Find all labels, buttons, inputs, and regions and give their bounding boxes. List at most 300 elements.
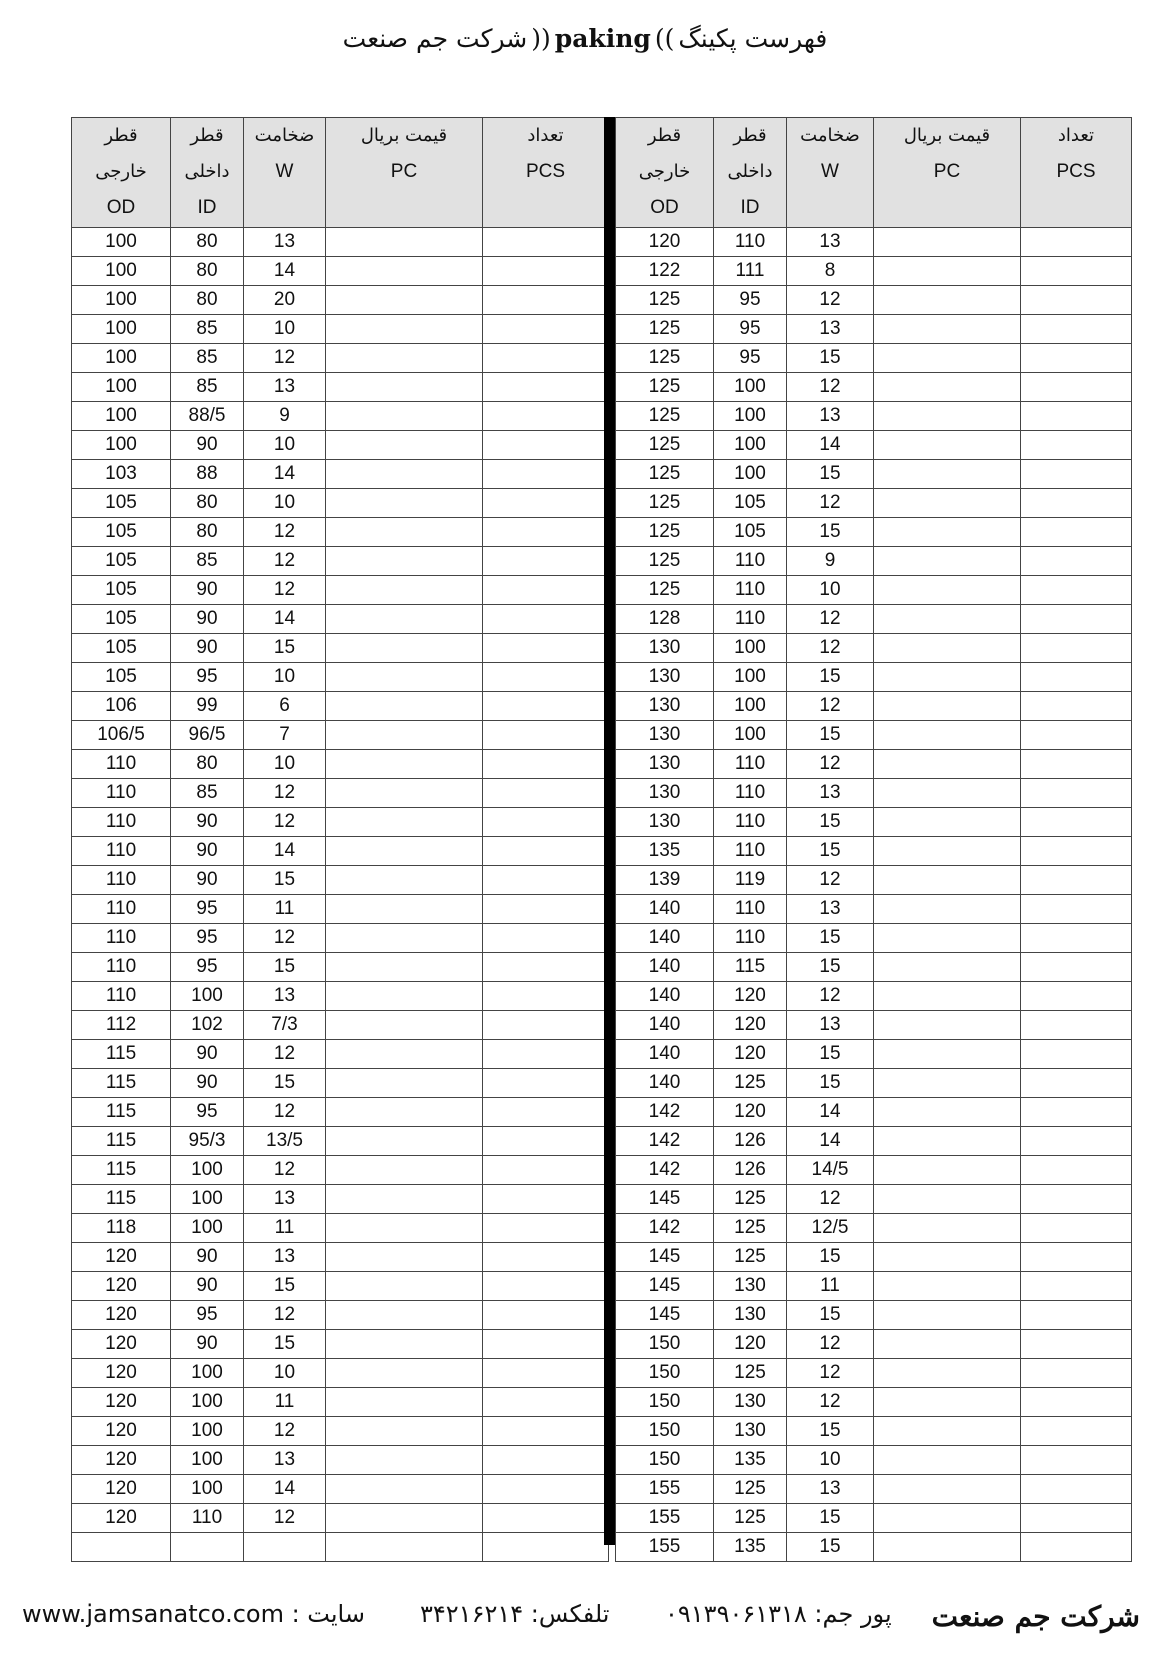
cell-w: 12 — [244, 1417, 326, 1446]
cell-id: 111 — [714, 257, 787, 286]
cell-qty — [1021, 837, 1132, 866]
cell-od: 125 — [616, 402, 714, 431]
cell-qty — [1021, 1446, 1132, 1475]
cell-qty — [1021, 663, 1132, 692]
cell-od: 150 — [616, 1388, 714, 1417]
cell-price — [874, 1243, 1021, 1272]
cell-price — [326, 402, 483, 431]
cell-od: 142 — [616, 1214, 714, 1243]
cell-od: 115 — [72, 1040, 171, 1069]
cell-w: 15 — [244, 1272, 326, 1301]
cell-price — [326, 1069, 483, 1098]
cell-w: 13 — [244, 1185, 326, 1214]
cell-id: 95/3 — [171, 1127, 244, 1156]
cell-id: 110 — [714, 605, 787, 634]
cell-price — [874, 1272, 1021, 1301]
cell-qty — [1021, 518, 1132, 547]
cell-w: 12 — [244, 344, 326, 373]
cell-od: 125 — [616, 518, 714, 547]
cell-qty — [483, 1098, 609, 1127]
cell-w: 6 — [244, 692, 326, 721]
cell-od: 110 — [72, 779, 171, 808]
table-row — [72, 1040, 609, 1069]
cell-qty — [483, 1504, 609, 1533]
cell-price — [326, 895, 483, 924]
cell-price — [326, 808, 483, 837]
cell-id: 100 — [714, 721, 787, 750]
cell-w: 12 — [787, 1330, 874, 1359]
cell-qty — [1021, 1330, 1132, 1359]
cell-od: 100 — [72, 402, 171, 431]
header-od-fa1: قطر — [104, 125, 138, 146]
table-row — [616, 1214, 1132, 1243]
cell-price — [874, 721, 1021, 750]
cell-w: 12 — [244, 547, 326, 576]
cell-od: 105 — [72, 518, 171, 547]
cell-price — [326, 344, 483, 373]
cell-od: 120 — [72, 1272, 171, 1301]
cell-w: 12 — [787, 605, 874, 634]
cell-od: 105 — [72, 634, 171, 663]
cell-od: 125 — [616, 576, 714, 605]
cell-w: 14 — [787, 1098, 874, 1127]
cell-od: 140 — [616, 1011, 714, 1040]
table-row — [616, 605, 1132, 634]
cell-od: 115 — [72, 1069, 171, 1098]
cell-id: 110 — [714, 895, 787, 924]
cell-price — [874, 1127, 1021, 1156]
cell-qty — [1021, 1040, 1132, 1069]
cell-od: 150 — [616, 1446, 714, 1475]
cell-id: 125 — [714, 1243, 787, 1272]
cell-id: 110 — [714, 779, 787, 808]
cell-id: 100 — [714, 634, 787, 663]
cell-od: 145 — [616, 1185, 714, 1214]
table-row — [72, 634, 609, 663]
title-brand: paking — [554, 23, 651, 53]
cell-w: 15 — [787, 721, 874, 750]
cell-id: 120 — [714, 1330, 787, 1359]
cell-qty — [1021, 866, 1132, 895]
cell-od: 100 — [72, 315, 171, 344]
cell-price — [326, 315, 483, 344]
header-w — [787, 118, 874, 228]
header-pc-en: PC — [390, 161, 418, 182]
cell-od: 115 — [72, 1185, 171, 1214]
cell-od: 115 — [72, 1127, 171, 1156]
cell-w: 14 — [244, 837, 326, 866]
cell-price — [326, 982, 483, 1011]
cell-qty — [483, 1359, 609, 1388]
header-id-fa2: داخلی — [184, 161, 230, 182]
cell-price — [326, 924, 483, 953]
cell-qty — [1021, 721, 1132, 750]
cell-id: 90 — [171, 634, 244, 663]
cell-w: 13 — [787, 228, 874, 257]
cell-id: 95 — [171, 895, 244, 924]
header-pcs-en: PCS — [525, 161, 566, 182]
cell-price — [874, 547, 1021, 576]
cell-qty — [1021, 315, 1132, 344]
cell-od: 142 — [616, 1156, 714, 1185]
cell-qty — [483, 750, 609, 779]
cell-od: 118 — [72, 1214, 171, 1243]
cell-od: 120 — [616, 228, 714, 257]
table-row — [72, 402, 609, 431]
table-row — [616, 576, 1132, 605]
cell-price — [874, 605, 1021, 634]
table-row — [616, 1127, 1132, 1156]
cell-id: 100 — [714, 663, 787, 692]
table-row — [616, 257, 1132, 286]
table-row — [72, 663, 609, 692]
cell-qty — [483, 402, 609, 431]
cell-qty — [1021, 547, 1132, 576]
cell-od: 130 — [616, 663, 714, 692]
cell-qty — [1021, 1127, 1132, 1156]
cell-od: 100 — [72, 344, 171, 373]
cell-price — [874, 866, 1021, 895]
cell-w: 15 — [244, 866, 326, 895]
cell-od: 135 — [616, 837, 714, 866]
cell-od: 125 — [616, 286, 714, 315]
table-row — [616, 982, 1132, 1011]
cell-price — [326, 1214, 483, 1243]
header-od-en: OD — [106, 197, 136, 218]
cell-od: 140 — [616, 895, 714, 924]
cell-qty — [483, 1127, 609, 1156]
cell-id: 96/5 — [171, 721, 244, 750]
cell-w: 12 — [244, 1156, 326, 1185]
cell-id: 100 — [714, 402, 787, 431]
table-row — [72, 1214, 609, 1243]
header-id-fa2: داخلی — [727, 161, 773, 182]
cell-w: 14 — [787, 1127, 874, 1156]
header-od-fa2: خارجی — [638, 161, 691, 182]
table-row — [616, 1243, 1132, 1272]
cell-qty — [1021, 1214, 1132, 1243]
cell-od: 112 — [72, 1011, 171, 1040]
cell-id: 80 — [171, 750, 244, 779]
cell-w: 9 — [787, 547, 874, 576]
header-row — [616, 118, 1132, 228]
cell-od: 106 — [72, 692, 171, 721]
cell-price — [874, 953, 1021, 982]
cell-w: 10 — [787, 576, 874, 605]
cell-price — [326, 518, 483, 547]
cell-w: 10 — [244, 1359, 326, 1388]
cell-qty — [483, 779, 609, 808]
cell-price — [874, 1330, 1021, 1359]
cell-id: 99 — [171, 692, 244, 721]
cell-id: 126 — [714, 1156, 787, 1185]
cell-id: 85 — [171, 779, 244, 808]
table-row — [616, 692, 1132, 721]
table-row — [72, 344, 609, 373]
cell-price — [326, 1359, 483, 1388]
table-row — [72, 692, 609, 721]
cell-qty — [483, 1446, 609, 1475]
cell-w: 12 — [787, 750, 874, 779]
cell-w: 10 — [244, 489, 326, 518]
table-row — [616, 953, 1132, 982]
cell-id: 95 — [171, 1301, 244, 1330]
cell-od: 110 — [72, 982, 171, 1011]
cell-od: 155 — [616, 1504, 714, 1533]
cell-od: 120 — [72, 1475, 171, 1504]
table-row — [616, 1504, 1132, 1533]
cell-qty — [1021, 1069, 1132, 1098]
table-row — [616, 924, 1132, 953]
cell-qty — [1021, 373, 1132, 402]
cell-w: 15 — [787, 344, 874, 373]
cell-price — [326, 1475, 483, 1504]
cell-od: 130 — [616, 634, 714, 663]
cell-w: 15 — [787, 1301, 874, 1330]
table-row — [616, 663, 1132, 692]
cell-qty — [1021, 402, 1132, 431]
cell-price — [326, 1243, 483, 1272]
cell-w: 10 — [244, 750, 326, 779]
cell-w: 14 — [244, 257, 326, 286]
cell-id: 100 — [171, 1156, 244, 1185]
cell-id: 125 — [714, 1214, 787, 1243]
cell-od: 110 — [72, 750, 171, 779]
table-row — [616, 1272, 1132, 1301]
cell-price — [326, 1388, 483, 1417]
cell-price — [874, 344, 1021, 373]
cell-id: 125 — [714, 1185, 787, 1214]
cell-od: 100 — [72, 228, 171, 257]
cell-qty — [483, 286, 609, 315]
cell-price — [874, 692, 1021, 721]
cell-price — [874, 1098, 1021, 1127]
cell-price — [874, 315, 1021, 344]
cell-price — [326, 1272, 483, 1301]
cell-qty — [483, 634, 609, 663]
table-row — [72, 1156, 609, 1185]
table-row — [72, 228, 609, 257]
cell-price — [326, 779, 483, 808]
header-od — [72, 118, 171, 228]
cell-qty — [483, 518, 609, 547]
cell-w: 12 — [787, 866, 874, 895]
cell-id: 126 — [714, 1127, 787, 1156]
page-title — [0, 18, 1170, 58]
table-row — [72, 257, 609, 286]
table-row — [72, 1243, 609, 1272]
cell-qty — [483, 1330, 609, 1359]
title-text: فهرست پکینگ — [678, 23, 828, 53]
cell-qty — [1021, 1098, 1132, 1127]
cell-od: 130 — [616, 692, 714, 721]
header-pc-en: PC — [933, 161, 961, 182]
cell-qty — [1021, 1533, 1132, 1562]
cell-od: 105 — [72, 663, 171, 692]
cell-price — [874, 228, 1021, 257]
header-od — [616, 118, 714, 228]
cell-price — [326, 286, 483, 315]
table-row — [72, 1388, 609, 1417]
cell-od: 150 — [616, 1330, 714, 1359]
cell-price — [326, 750, 483, 779]
cell-id: 85 — [171, 373, 244, 402]
cell-od: 128 — [616, 605, 714, 634]
cell-qty — [483, 547, 609, 576]
cell-qty — [483, 721, 609, 750]
cell-id: 80 — [171, 489, 244, 518]
cell-id: 100 — [714, 431, 787, 460]
table-row — [72, 808, 609, 837]
table-row — [72, 779, 609, 808]
cell-w: 12 — [244, 808, 326, 837]
cell-w: 13 — [244, 228, 326, 257]
title-paren-close: )) — [531, 23, 551, 53]
cell-qty — [483, 315, 609, 344]
cell-od: 125 — [616, 373, 714, 402]
cell-id: 102 — [171, 1011, 244, 1040]
cell-price — [874, 460, 1021, 489]
cell-od: 125 — [616, 489, 714, 518]
cell-price — [874, 286, 1021, 315]
cell-id: 90 — [171, 1069, 244, 1098]
cell-od: 120 — [72, 1446, 171, 1475]
cell-w: 12 — [244, 1040, 326, 1069]
cell-id — [171, 1533, 244, 1562]
cell-w: 12 — [244, 779, 326, 808]
header-od-fa1: قطر — [647, 125, 682, 146]
cell-id: 110 — [714, 837, 787, 866]
cell-od: 120 — [72, 1243, 171, 1272]
cell-price — [874, 1533, 1021, 1562]
cell-id: 90 — [171, 837, 244, 866]
cell-w: 12 — [787, 1185, 874, 1214]
cell-qty — [1021, 1156, 1132, 1185]
cell-price — [326, 1504, 483, 1533]
cell-od: 150 — [616, 1359, 714, 1388]
title-company: شرکت جم صنعت — [342, 23, 528, 53]
table-row — [72, 460, 609, 489]
cell-qty — [483, 1417, 609, 1446]
cell-id: 125 — [714, 1475, 787, 1504]
cell-w: 15 — [787, 924, 874, 953]
cell-id: 90 — [171, 1330, 244, 1359]
table-row — [616, 1156, 1132, 1185]
cell-price — [874, 1504, 1021, 1533]
cell-qty — [483, 1301, 609, 1330]
cell-w: 13 — [244, 1446, 326, 1475]
cell-od: 140 — [616, 924, 714, 953]
cell-w: 12 — [787, 373, 874, 402]
cell-w: 15 — [787, 1040, 874, 1069]
cell-od: 120 — [72, 1417, 171, 1446]
cell-id: 90 — [171, 576, 244, 605]
cell-id: 110 — [714, 576, 787, 605]
cell-od: 100 — [72, 431, 171, 460]
cell-id: 90 — [171, 1243, 244, 1272]
cell-qty — [1021, 953, 1132, 982]
cell-qty — [483, 431, 609, 460]
cell-od — [72, 1533, 171, 1562]
cell-w: 10 — [244, 663, 326, 692]
cell-w: 10 — [244, 431, 326, 460]
cell-w: 14/5 — [787, 1156, 874, 1185]
cell-w: 15 — [787, 1533, 874, 1562]
header-od-en: OD — [650, 197, 679, 218]
cell-id: 85 — [171, 547, 244, 576]
cell-w: 12 — [244, 1504, 326, 1533]
table-row — [72, 866, 609, 895]
cell-w: 15 — [787, 1504, 874, 1533]
cell-w: 13/5 — [244, 1127, 326, 1156]
cell-price — [326, 547, 483, 576]
cell-price — [326, 431, 483, 460]
table-row — [616, 402, 1132, 431]
cell-qty — [1021, 1417, 1132, 1446]
header-id — [171, 118, 244, 228]
cell-qty — [1021, 1272, 1132, 1301]
cell-w: 13 — [787, 402, 874, 431]
cell-id: 130 — [714, 1272, 787, 1301]
table-row — [72, 1069, 609, 1098]
table-row — [72, 1533, 609, 1562]
cell-w: 12 — [244, 924, 326, 953]
cell-qty — [1021, 1388, 1132, 1417]
table-row — [72, 953, 609, 982]
cell-qty — [483, 837, 609, 866]
cell-w: 15 — [787, 663, 874, 692]
cell-w: 15 — [787, 518, 874, 547]
cell-price — [874, 1417, 1021, 1446]
cell-qty — [483, 808, 609, 837]
cell-price — [874, 634, 1021, 663]
table-row — [616, 1533, 1132, 1562]
table-row — [616, 866, 1132, 895]
header-pcs — [483, 118, 609, 228]
cell-od: 125 — [616, 547, 714, 576]
cell-price — [874, 1214, 1021, 1243]
cell-id: 90 — [171, 1272, 244, 1301]
cell-od: 105 — [72, 605, 171, 634]
cell-od: 120 — [72, 1330, 171, 1359]
table-row — [616, 344, 1132, 373]
cell-od: 106/5 — [72, 721, 171, 750]
cell-od: 103 — [72, 460, 171, 489]
cell-id: 80 — [171, 257, 244, 286]
cell-w: 12 — [787, 692, 874, 721]
table-row — [72, 489, 609, 518]
cell-w: 13 — [787, 1011, 874, 1040]
cell-od: 110 — [72, 808, 171, 837]
cell-price — [874, 808, 1021, 837]
table-row — [72, 286, 609, 315]
footer-mobile: پور جم: ۰۹۱۳۹۰۶۱۳۱۸ — [665, 1600, 892, 1628]
table-row — [616, 1330, 1132, 1359]
cell-w: 11 — [244, 1214, 326, 1243]
cell-price — [326, 1301, 483, 1330]
cell-qty — [1021, 634, 1132, 663]
table-row — [72, 1359, 609, 1388]
footer-website: www.jamsanatco.com : سایت — [22, 1600, 365, 1628]
table-row — [72, 1127, 609, 1156]
cell-w — [244, 1533, 326, 1562]
cell-price — [326, 1127, 483, 1156]
header-id-fa1: قطر — [190, 125, 224, 146]
cell-w: 10 — [244, 315, 326, 344]
price-table-left — [71, 117, 609, 1562]
footer-phone: تلفکس: ۳۴۲۱۶۲۱۴ — [420, 1600, 610, 1628]
cell-w: 15 — [787, 1069, 874, 1098]
